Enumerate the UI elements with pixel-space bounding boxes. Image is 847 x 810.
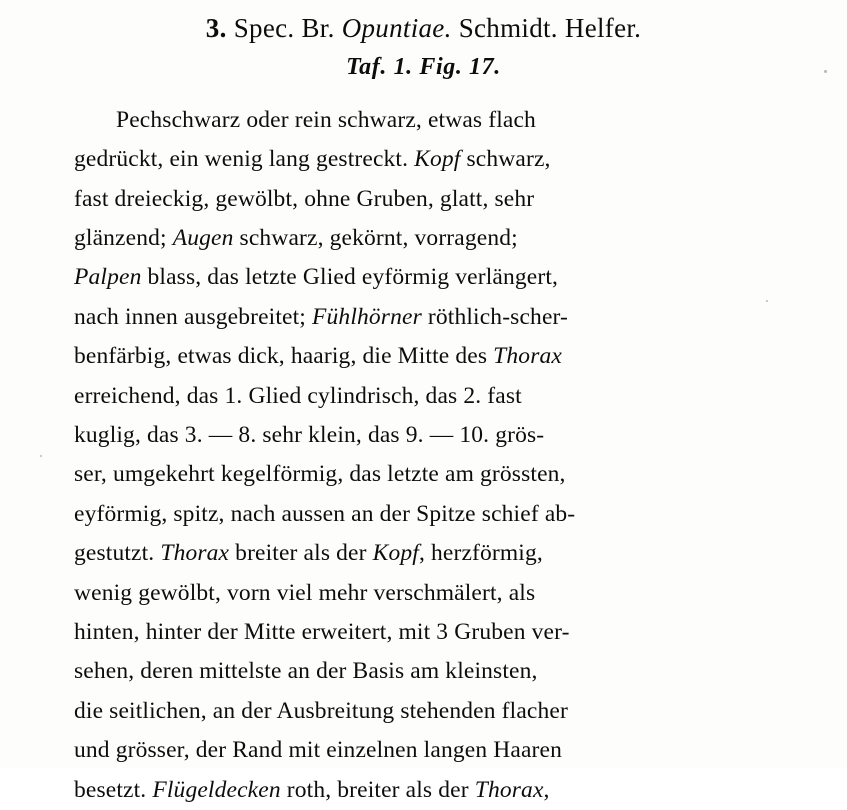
text-line: besetzt. Flügeldecken roth, breiter als der Thorax, <box>74 776 550 803</box>
text-line: gestutzt. Thorax breiter als der Kopf, herzförmig, <box>74 540 543 567</box>
body-text <box>0 101 847 810</box>
text-line: nach innen ausgebreitet; Fühlhörner röthlich-scher- <box>74 303 569 330</box>
section-title-species: Opuntiae. <box>341 13 452 43</box>
section-title <box>0 14 847 44</box>
text-line: gedrückt, ein wenig lang gestreckt. Kopf schwarz, <box>74 146 551 173</box>
text-line: kuglig, das 3. — 8. sehr klein, das 9. — 10. grös- <box>74 421 545 448</box>
text-line: die seitlichen, an der Ausbreitung stehenden flacher <box>74 697 568 724</box>
plate-figure-reference: Taf. 1. Fig. 17. <box>346 53 501 80</box>
paper-speck <box>766 300 768 302</box>
text-line: Palpen blass, das letzte Glied eyförmig verlängert, <box>74 264 559 291</box>
text-line: und grösser, der Rand mit einzelnen langen Haaren <box>74 737 562 764</box>
text-line: hinten, hinter der Mitte erweitert, mit 3 Gruben ver- <box>74 618 570 645</box>
text-line: benfärbig, etwas dick, haarig, die Mitte des Thorax <box>74 343 562 370</box>
text-line: Pechschwarz oder rein schwarz, etwas flach <box>116 106 536 133</box>
text-line: ser, umgekehrt kegelförmig, das letzte am grössten, <box>74 461 566 488</box>
section-title-part-3: Schmidt. Helfer. <box>451 13 642 43</box>
section-title-part-1: Spec. Br. <box>233 13 342 43</box>
heading-block <box>0 0 847 81</box>
text-line: fast dreieckig, gewölbt, ohne Gruben, glatt, sehr <box>74 185 535 212</box>
paper-speck <box>824 70 827 73</box>
paper-speck <box>40 455 42 457</box>
text-line: sehen, deren mittelste an der Basis am kleinsten, <box>74 658 538 685</box>
text-line: eyförmig, spitz, nach aussen an der Spitze schief ab- <box>74 500 576 527</box>
text-line: glänzend; Augen schwarz, gekörnt, vorragend; <box>74 224 518 251</box>
section-number: 3. <box>205 13 227 43</box>
text-line: erreichend, das 1. Glied cylindrisch, das 2. fast <box>74 382 522 409</box>
text-line: wenig gewölbt, vorn viel mehr verschmälert, als <box>74 579 536 606</box>
